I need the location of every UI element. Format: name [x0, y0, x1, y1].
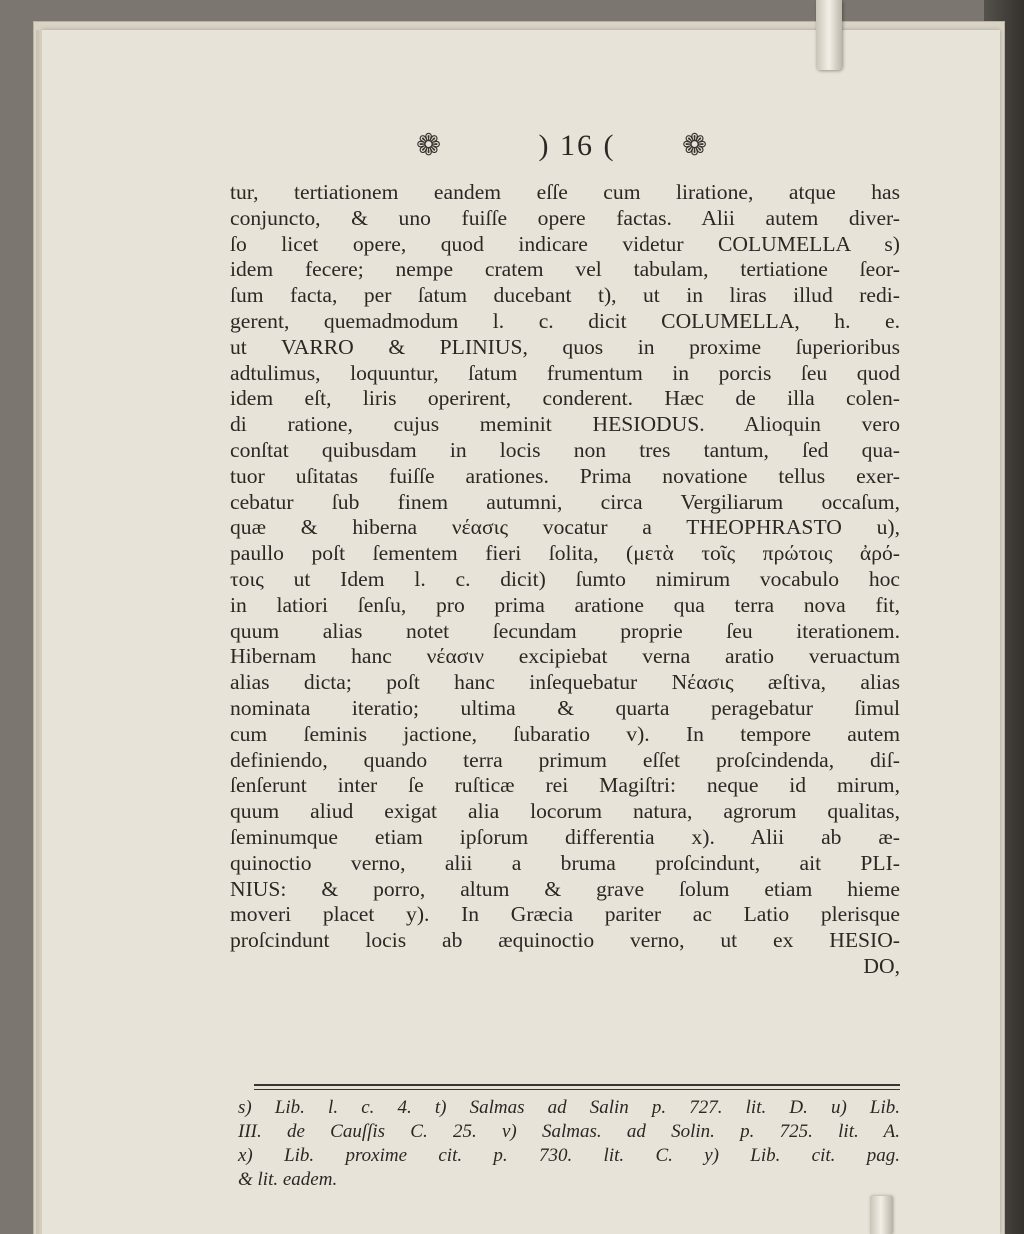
text-line: ſenſerunt inter ſe ruſticæ rei Magiſtri: neque id mirum, — [230, 773, 900, 798]
text-line: moveri placet y). In Græcia pariter ac Latio plerisque — [230, 902, 900, 927]
text-line: tur, tertiationem eandem eſſe cum liratione, atque has — [230, 180, 900, 204]
book-page — [42, 30, 1000, 1234]
text-line: τοις ut Idem l. c. dicit) ſumto nimirum vocabulo hoc — [230, 566, 900, 591]
text-line: conſtat quibusdam in locis non tres tantum, ſed qua- — [230, 437, 900, 462]
text-line: ſeminumque etiam ipſorum differentia x). Alii ab æ- — [230, 824, 900, 849]
left-ornament-icon: ❁ — [416, 129, 442, 162]
text-line: ut VARRO & PLINIUS, quos in proxime ſuperioribus — [230, 334, 900, 359]
footnote-line: III. de Cauſſis C. 25. v) Salmas. ad Solin. p. 725. lit. A. — [238, 1121, 900, 1142]
page-number: ) 16 ( — [538, 129, 616, 162]
text-line: cum ſeminis jactione, ſubaratio v). In tempore autem — [230, 721, 900, 746]
text-line: cebatur ſub finem autumni, circa Vergiliarum occaſum, — [230, 489, 900, 514]
text-line: Hibernam hanc νέασιν excipiebat verna aratio veruactum — [230, 644, 900, 669]
text-line: in latiori ſenſu, pro prima aratione qua terra nova fit, — [230, 592, 900, 617]
text-line: quum aliud exigat alia locorum natura, agrorum qualitas, — [230, 799, 900, 824]
page-clip-top — [816, 0, 842, 70]
text-line: alias dicta; poſt hanc inſequebatur Νέασις æſtiva, alias — [230, 670, 900, 695]
running-header — [42, 126, 1000, 166]
text-line: gerent, quemadmodum l. c. dicit COLUMELLA, h. e. — [230, 308, 900, 333]
text-line: definiendo, quando terra primum eſſet proſcindenda, diſ- — [230, 747, 900, 772]
text-line: ſum facta, per ſatum ducebant t), ut in liras illud redi- — [230, 283, 900, 308]
text-line: NIUS: & porro, altum & grave ſolum etiam hieme — [230, 876, 900, 901]
page-clip-bottom — [870, 1196, 892, 1234]
main-text — [230, 180, 900, 980]
footnotes — [238, 1096, 900, 1192]
right-ornament-icon: ❁ — [682, 129, 708, 162]
text-line: tuor uſitatas fuiſſe arationes. Prima novatione tellus exer- — [230, 463, 900, 488]
text-line: ſo licet opere, quod indicare videtur COLUMELLA s) — [230, 231, 900, 256]
text-line: paullo poſt ſementem fieri ſolita, (μετὰ τοῖς πρώτοις ἀρό- — [230, 541, 900, 566]
text-line: quinoctio verno, alii a bruma proſcindunt, ait PLI- — [230, 850, 900, 875]
text-line: proſcindunt locis ab æquinoctio verno, ut ex HESIO- — [230, 928, 900, 953]
text-line: adtulimus, loquuntur, ſatum frumentum in porcis ſeu quod — [230, 360, 900, 385]
text-line: idem eſt, liris operirent, conderent. Hæc de illa colen- — [230, 386, 900, 411]
footnote-line: x) Lib. proxime cit. p. 730. lit. C. y) Lib. cit. pag. — [238, 1145, 900, 1166]
footnote-rule — [254, 1084, 900, 1090]
footnote-line: & lit. eadem. — [238, 1169, 338, 1190]
footnote-line: s) Lib. l. c. 4. t) Salmas ad Salin p. 727. lit. D. u) Lib. — [238, 1097, 900, 1118]
catchword: DO, — [863, 953, 900, 978]
text-line: nominata iteratio; ultima & quarta peragebatur ſimul — [230, 695, 900, 720]
text-line: quum alias notet ſecundam proprie ſeu iterationem. — [230, 618, 900, 643]
text-line: conjuncto, & uno fuiſſe opere factas. Alii autem diver- — [230, 205, 900, 230]
text-line: quæ & hiberna νέασις vocatur a THEOPHRASTO u), — [230, 515, 900, 540]
text-line: di ratione, cujus meminit HESIODUS. Alioquin vero — [230, 412, 900, 437]
text-line: idem fecere; nempe cratem vel tabulam, tertiatione ſeor- — [230, 257, 900, 282]
